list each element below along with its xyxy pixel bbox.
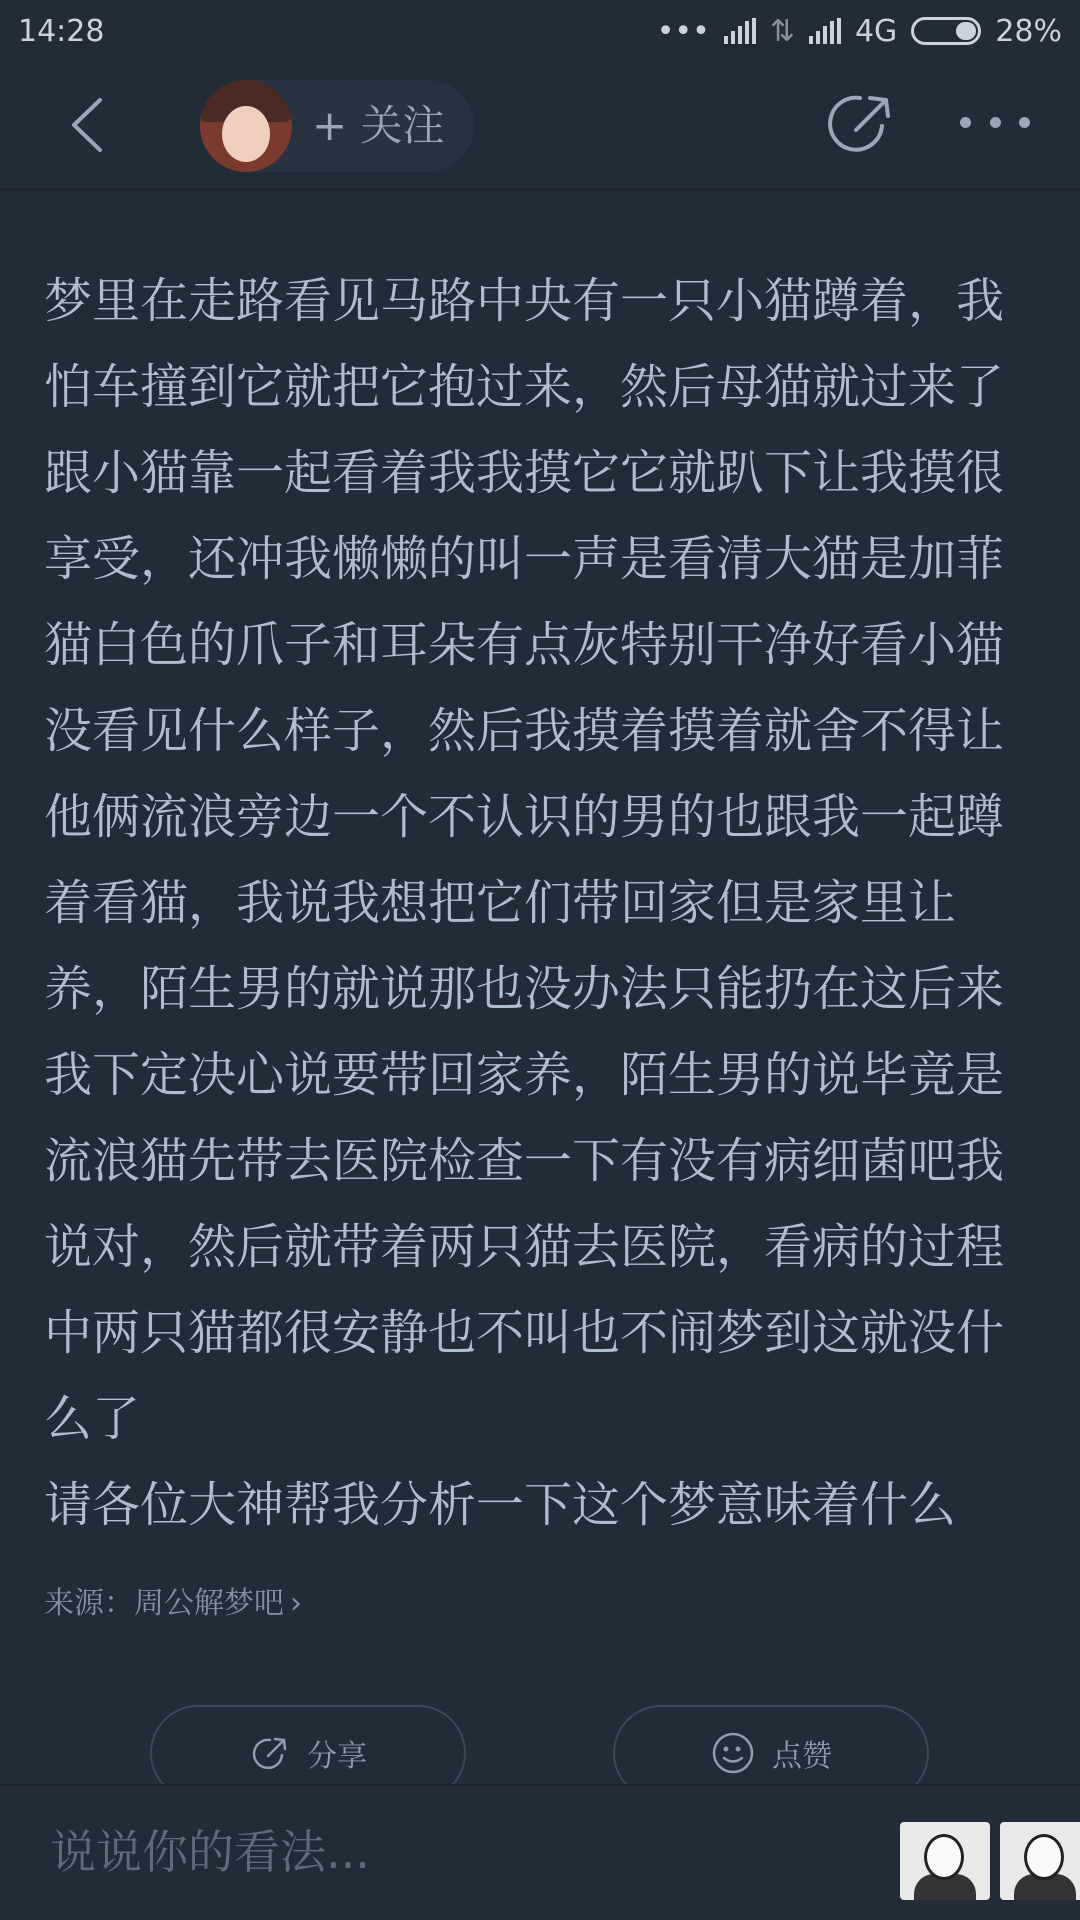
signal-icon-2: [809, 18, 841, 44]
status-bar: [0, 0, 1080, 62]
post-question: 请各位大神帮我分析一下这个梦意味着什么: [44, 1477, 957, 1533]
post-body-text: 梦里在走路看见马路中央有一只小猫蹲着，我怕车撞到它就把它抱过来，然后母猫就过来了跟小猫靠一起看着我我摸它它就趴下让我摸很享受，还冲我懒懒的叫一声是看清大猫是加菲猫白色的爪子和耳朵有点灰特别干净好看小猫没看见什么样子，然后我摸着摸着就舍不得让他俩流浪旁边一个不认识的男的也跟我一起蹲着看猫，我说我想把它们带回家但是家里让养，陌生男的就说那也没办法只能扔在这后来我下定决心说要带回家养，陌生男的说毕竟是流浪猫先带去医院检查一下有没有病细菌吧我说对，然后就带着两只猫去医院，看病的过程中两只猫都很安静也不叫也不闹梦到这就没什么了: [44, 273, 1005, 1447]
source-link[interactable]: [44, 1578, 302, 1622]
comment-bar: [0, 1784, 1080, 1920]
battery-icon: [911, 17, 981, 45]
follow-button[interactable]: + 关注: [312, 101, 445, 150]
top-nav: [0, 62, 1080, 190]
data-transfer-icon: ⇅: [769, 13, 795, 49]
more-icon[interactable]: [960, 92, 1030, 152]
avatar[interactable]: [200, 80, 292, 172]
network-type: 4G: [854, 13, 898, 49]
clock: 14:28: [18, 13, 105, 49]
like-label: 点赞: [772, 1739, 832, 1774]
share-icon-small: [249, 1732, 291, 1774]
author-pill[interactable]: [200, 80, 474, 172]
share-icon[interactable]: [822, 84, 902, 164]
sticker-emoji-2[interactable]: [1000, 1822, 1080, 1900]
comment-input[interactable]: 说说你的看法...: [50, 1825, 370, 1879]
signal-icon: [724, 18, 756, 44]
post-content: [44, 258, 1044, 1548]
sticker-emoji[interactable]: [900, 1822, 990, 1900]
dots-icon: •••: [656, 13, 710, 49]
back-icon[interactable]: [56, 90, 126, 160]
like-icon: [710, 1730, 756, 1776]
status-icons: [657, 14, 1062, 49]
battery-percent: 28%: [995, 13, 1062, 49]
source-label: 来源：周公解梦吧: [44, 1586, 284, 1621]
share-label: 分享: [307, 1739, 367, 1774]
chevron-right-icon: ›: [290, 1586, 302, 1621]
